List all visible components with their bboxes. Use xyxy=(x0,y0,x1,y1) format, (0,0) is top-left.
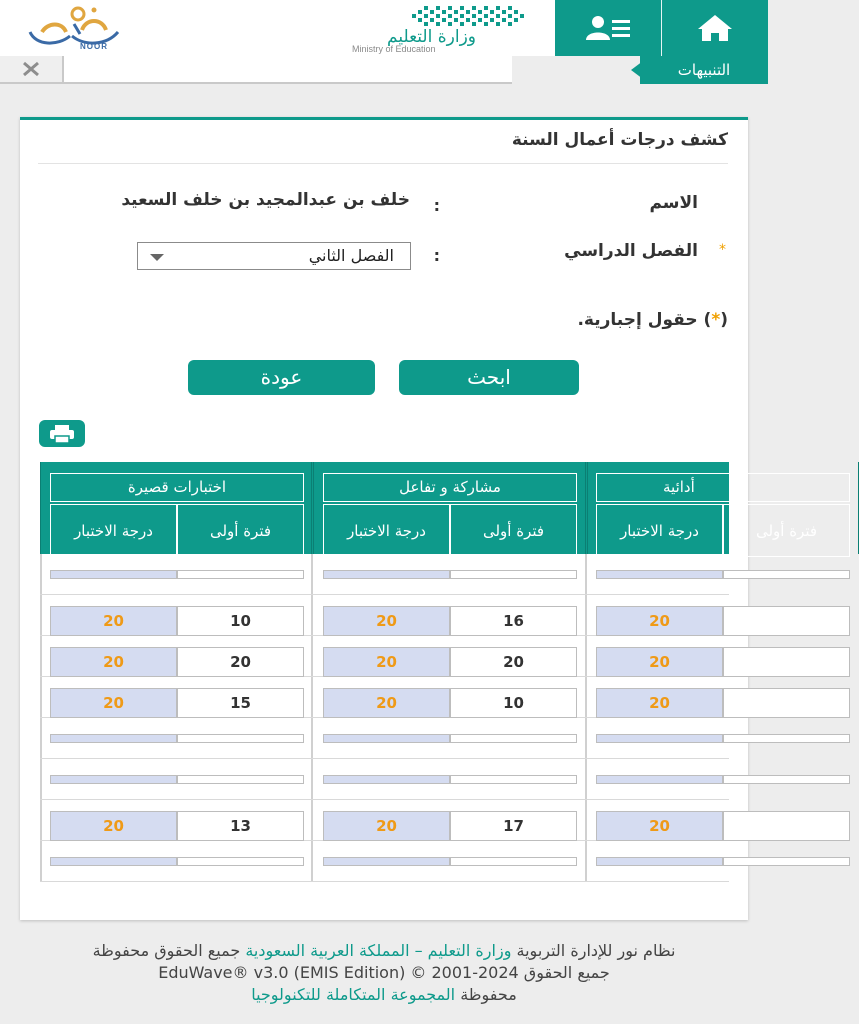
test-score-cell xyxy=(50,734,177,743)
mandatory-star: * xyxy=(711,310,721,330)
first-term-cell xyxy=(177,775,304,784)
test-score-cell xyxy=(323,775,450,784)
back-button[interactable]: عودة xyxy=(188,360,375,395)
test-score-cell: 20 xyxy=(323,688,450,718)
test-score-cell: 20 xyxy=(596,606,723,636)
test-score-cell xyxy=(596,734,723,743)
users-list-icon xyxy=(584,14,632,42)
header-participation-first-term: فترة أولى xyxy=(450,504,577,557)
notifications-ticker xyxy=(64,56,512,84)
notifications-close-button[interactable] xyxy=(0,56,64,84)
test-score-cell: 20 xyxy=(50,647,177,677)
noor-logo-text: NOOR xyxy=(80,42,108,51)
search-button[interactable]: ابحث xyxy=(399,360,579,395)
required-star: * xyxy=(719,242,726,258)
test-score-cell: 20 xyxy=(50,606,177,636)
first-term-cell xyxy=(723,857,850,866)
page-title: كشف درجات أعمال السنة xyxy=(511,130,728,150)
first-term-cell: 20 xyxy=(177,647,304,677)
test-score-cell: 20 xyxy=(596,811,723,841)
footer-line-2: جميع الحقوق EduWave® v3.0 (EMIS Edition) © 2001-2024 xyxy=(158,963,610,982)
header-nav xyxy=(555,0,768,56)
first-term-cell xyxy=(177,734,304,743)
footer-line-1 xyxy=(14,940,754,962)
table-row xyxy=(40,800,729,841)
first-term-cell: 20 xyxy=(450,647,577,677)
first-term-cell: 10 xyxy=(177,606,304,636)
header-participation-test-score: درجة الاختبار xyxy=(323,504,450,557)
test-score-cell xyxy=(323,734,450,743)
users-list-button[interactable] xyxy=(555,0,661,56)
footer-reserved: محفوظة xyxy=(460,985,517,1004)
first-term-cell xyxy=(450,734,577,743)
close-icon xyxy=(22,62,40,76)
test-score-cell: 20 xyxy=(596,688,723,718)
footer-ministry-link[interactable]: وزارة التعليم – المملكة العربية السعودية xyxy=(245,941,512,960)
print-icon xyxy=(49,425,75,443)
test-score-cell xyxy=(596,857,723,866)
first-term-cell xyxy=(177,857,304,866)
first-term-cell xyxy=(723,606,850,636)
mandatory-open-paren: ( xyxy=(720,310,728,330)
table-header xyxy=(40,462,818,554)
first-term-cell xyxy=(723,688,850,718)
test-score-cell: 20 xyxy=(50,811,177,841)
table-row xyxy=(40,677,729,718)
table-row xyxy=(40,841,729,882)
first-term-cell: 10 xyxy=(450,688,577,718)
home-button[interactable] xyxy=(662,0,768,56)
chevron-down-icon xyxy=(150,254,164,261)
noor-logo[interactable] xyxy=(22,2,152,54)
first-term-cell: 17 xyxy=(450,811,577,841)
student-name: خلف بن عبدالمجيد بن خلف السعيد xyxy=(121,190,410,210)
header-separator xyxy=(661,0,662,56)
first-term-cell xyxy=(723,647,850,677)
first-term-cell xyxy=(723,811,850,841)
test-score-cell xyxy=(50,857,177,866)
semester-selected-value: الفصل الثاني xyxy=(308,246,394,265)
header-quizzes-first-term: فترة أولى xyxy=(177,504,304,557)
home-icon xyxy=(696,13,734,43)
mandatory-close-paren: ) xyxy=(703,310,712,330)
header-performance-first-term: فترة أولى xyxy=(723,504,850,557)
test-score-cell xyxy=(323,857,450,866)
table-row xyxy=(40,554,729,595)
table-row xyxy=(40,636,729,677)
header-group-performance xyxy=(587,462,859,554)
first-term-cell: 13 xyxy=(177,811,304,841)
header-participation: مشاركة و تفاعل xyxy=(323,473,577,502)
first-term-cell xyxy=(723,775,850,784)
test-score-cell xyxy=(50,775,177,784)
footer-system-name: نظام نور للإدارة التربوية xyxy=(516,941,676,960)
notifications-bar xyxy=(0,56,768,84)
test-score-cell: 20 xyxy=(50,688,177,718)
ministry-logo xyxy=(344,2,534,54)
test-score-cell xyxy=(596,775,723,784)
first-term-cell xyxy=(450,775,577,784)
header-performance: أدائية xyxy=(596,473,850,502)
table-row xyxy=(40,759,729,800)
mandatory-note-text: حقول إجبارية. xyxy=(577,310,698,330)
ministry-logo-english: Ministry of Education xyxy=(352,44,436,54)
first-term-cell xyxy=(723,570,850,579)
footer-line-3 xyxy=(0,984,768,1006)
first-term-cell xyxy=(450,857,577,866)
title-divider xyxy=(38,163,728,164)
table-row xyxy=(40,718,729,759)
table-row xyxy=(40,595,729,636)
ministry-logo-arabic: وزارة التعليم xyxy=(387,27,476,47)
footer-company-link[interactable]: المجموعة المتكاملة للتكنولوجيا xyxy=(251,985,456,1004)
header-quizzes-test-score: درجة الاختبار xyxy=(50,504,177,557)
ministry-logo-dots xyxy=(412,6,532,28)
first-term-cell xyxy=(723,734,850,743)
test-score-cell: 20 xyxy=(323,647,450,677)
header-group-participation xyxy=(313,462,586,554)
print-button[interactable] xyxy=(39,420,85,447)
first-term-cell xyxy=(177,570,304,579)
header-performance-test-score: درجة الاختبار xyxy=(596,504,723,557)
test-score-cell xyxy=(323,570,450,579)
test-score-cell xyxy=(596,570,723,579)
grades-card xyxy=(20,117,818,920)
semester-label: الفصل الدراسي xyxy=(564,241,698,261)
mandatory-note xyxy=(577,310,728,330)
test-score-cell: 20 xyxy=(323,811,450,841)
first-term-cell: 16 xyxy=(450,606,577,636)
semester-select[interactable] xyxy=(137,242,411,270)
notifications-tab[interactable]: التنبيهات xyxy=(640,56,768,84)
header-group-quizzes xyxy=(40,462,312,554)
header-quizzes: اختبارات قصيرة xyxy=(50,473,304,502)
first-term-cell: 15 xyxy=(177,688,304,718)
grades-table xyxy=(40,462,818,882)
test-score-cell: 20 xyxy=(323,606,450,636)
footer xyxy=(0,940,768,1006)
name-colon: : xyxy=(433,196,440,215)
first-term-cell xyxy=(450,570,577,579)
top-header xyxy=(0,0,768,56)
test-score-cell: 20 xyxy=(596,647,723,677)
name-label: الاسم xyxy=(649,193,698,213)
semester-colon: : xyxy=(433,246,440,265)
test-score-cell xyxy=(50,570,177,579)
footer-rights: جميع الحقوق محفوظة xyxy=(92,941,241,960)
